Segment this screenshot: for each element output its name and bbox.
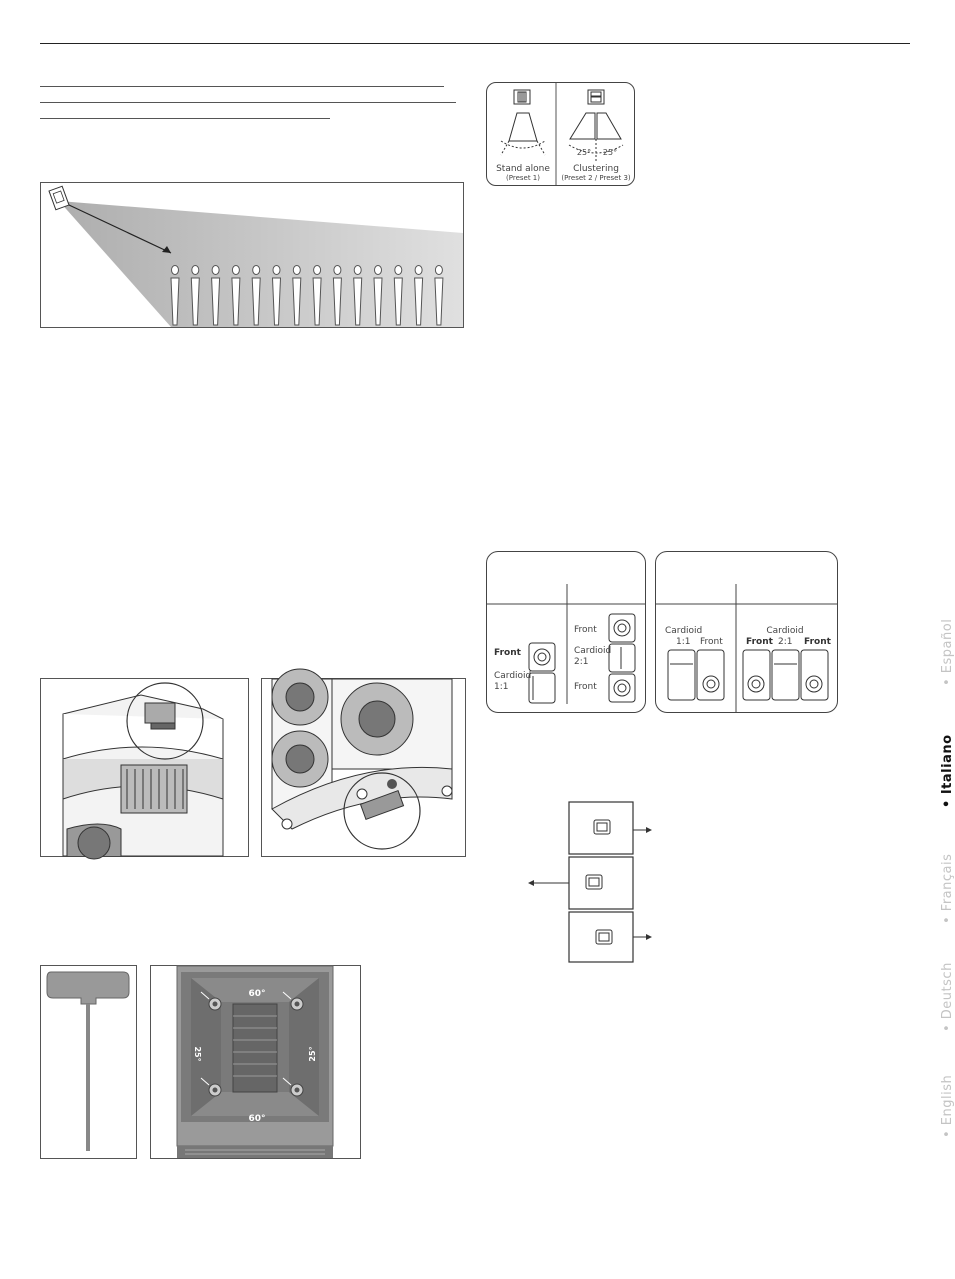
label-front-b1: Front: [746, 637, 773, 647]
horn-angle-right: 25°: [308, 1046, 317, 1062]
label-front-b2: Front: [804, 637, 831, 647]
person-head: [293, 266, 300, 275]
label-ratio-2: 2:1: [574, 657, 589, 667]
person-head: [415, 266, 422, 275]
label-cardioid-a: Cardioid: [665, 626, 703, 636]
label-top-front: Front: [574, 625, 597, 635]
heading-rule-2: [40, 102, 456, 103]
person-head: [172, 266, 179, 275]
language-tab-espanol[interactable]: • Español: [940, 618, 955, 686]
person-head: [435, 266, 442, 275]
cluster-angle-right: 25°: [602, 148, 618, 157]
label-cardioid-b: Cardioid: [766, 626, 804, 636]
person-head: [314, 266, 321, 275]
person-head: [232, 266, 239, 275]
person-head: [273, 266, 280, 275]
rigging-detail-figure-1: [40, 678, 249, 857]
person-head: [212, 266, 219, 275]
speaker-icon: [49, 186, 69, 210]
clustering-label: Clustering: [573, 164, 619, 174]
sub-cabinet-top: [609, 614, 635, 642]
cabinet-middle: [528, 857, 633, 909]
stand-alone-preset: (Preset 1): [506, 174, 540, 182]
audience-coverage-figure: [40, 182, 464, 328]
sub-config-horizontal: [655, 551, 838, 713]
preset-diagram: [486, 82, 635, 186]
horn-angle-left: 25°: [193, 1046, 202, 1062]
cluster-angle-left: 25°: [576, 148, 592, 157]
hex-key-icon: [41, 966, 136, 1158]
hex-key-tool-figure: [40, 965, 137, 1159]
label-front: Front: [494, 648, 521, 658]
label-cardioid-2: Cardioid: [574, 646, 612, 656]
label-ratio-b: 2:1: [778, 637, 793, 647]
heading-rule-3: [40, 118, 330, 119]
sub-cabinet-front-b2: [801, 650, 828, 700]
sub-cabinet-front-b1: [743, 650, 770, 700]
sub-cabinet-front: [529, 643, 555, 671]
person-head: [253, 266, 260, 275]
person-head: [354, 266, 361, 275]
sub-cabinet-middle: [609, 644, 635, 672]
header-rule: [40, 43, 910, 44]
person-head: [192, 266, 199, 275]
stand-alone-label: Stand alone: [496, 164, 550, 174]
horn-angle-bottom: 60°: [248, 1114, 266, 1124]
speaker-stand-alone-icon: [501, 90, 545, 155]
label-bottom-front: Front: [574, 682, 597, 692]
stacked-cabinets-diagram: [520, 802, 660, 964]
language-tab-english[interactable]: • English: [940, 1074, 955, 1138]
label-cardioid-1: Cardioid: [494, 671, 532, 681]
sub-cabinet-cardioid-b: [772, 650, 799, 700]
cabinet-top: [569, 802, 652, 854]
heading-rule-1: [40, 86, 444, 87]
sub-cabinet-cardioid: [529, 673, 555, 703]
person-head: [375, 266, 382, 275]
sub-cabinet-cardioid-a: [668, 650, 695, 700]
clustering-preset: (Preset 2 / Preset 3): [561, 174, 631, 182]
horn-rotation-figure: [150, 965, 361, 1159]
cabinet-bottom: [569, 912, 652, 962]
rigging-detail-figure-2: [261, 678, 466, 857]
person-head: [334, 266, 341, 275]
language-tab-francais[interactable]: • Français: [940, 853, 955, 924]
horn-angle-top: 60°: [248, 989, 266, 999]
label-ratio-a: 1:1: [676, 637, 691, 647]
language-tab-italiano[interactable]: • Italiano: [940, 734, 955, 808]
sub-cabinet-front-a: [697, 650, 724, 700]
sub-cabinet-bottom: [609, 674, 635, 702]
coverage-illustration: [41, 183, 463, 327]
label-ratio-1: 1:1: [494, 682, 509, 692]
label-front-a: Front: [700, 637, 723, 647]
language-tab-deutsch[interactable]: • Deutsch: [940, 962, 955, 1032]
person-head: [395, 266, 402, 275]
sub-config-vertical: [486, 551, 646, 713]
